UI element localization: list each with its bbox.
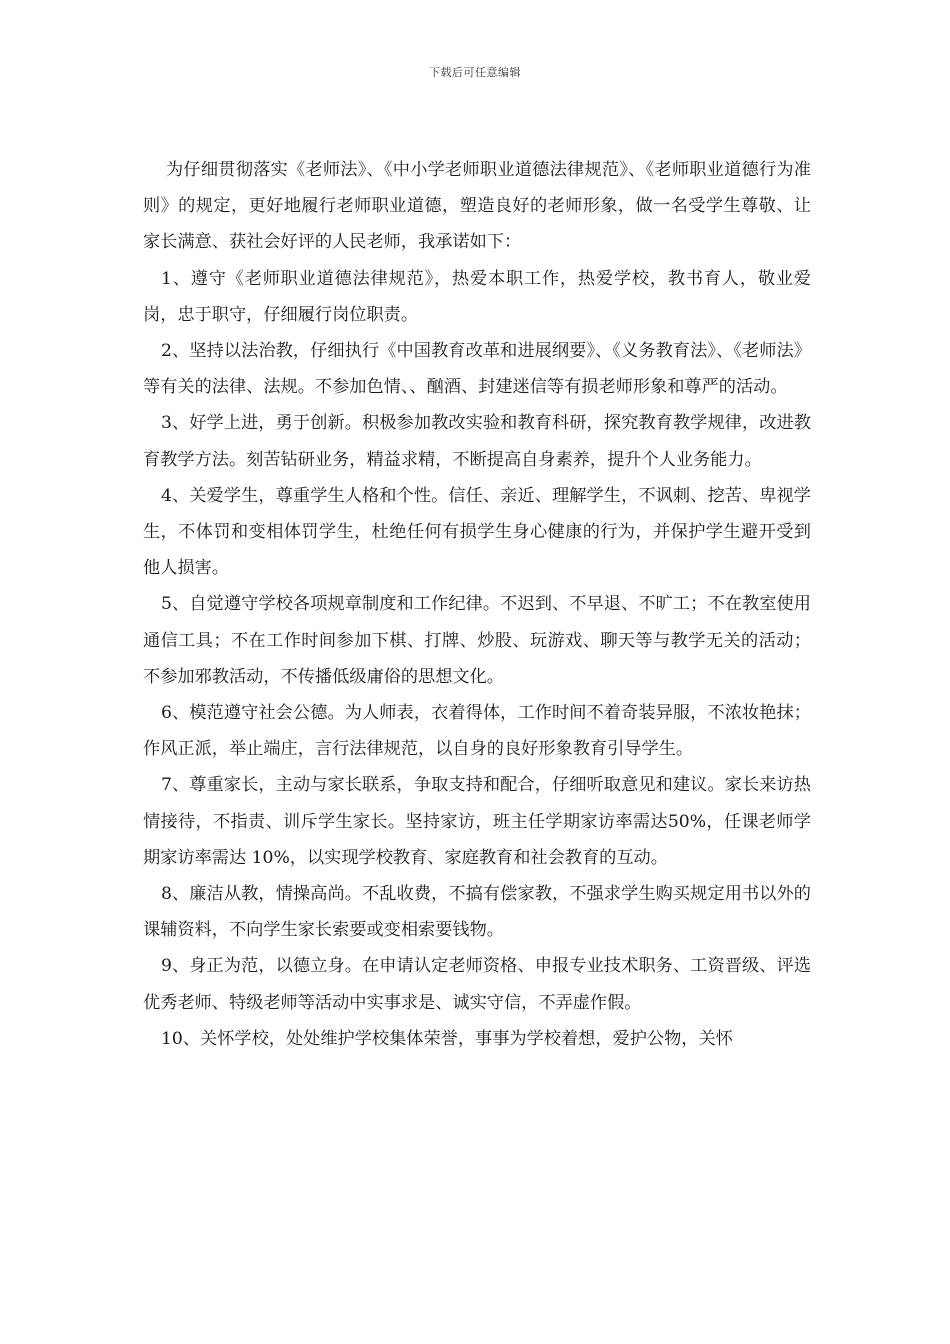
pledge-item-3: 3、好学上进，勇于创新。积极参加教改实验和教育科研，探究教育教学规律，改进教育教学方法。刻苦钻研业务，精益求精，不断提高自身素养，提升个人业务能力。 xyxy=(143,413,811,470)
pledge-item-10: 10、关怀学校，处处维护学校集体荣誉，事事为学校着想，爱护公物，关怀 xyxy=(161,1028,733,1049)
pledge-item-4: 4、关爱学生，尊重学生人格和个性。信任、亲近、理解学生，不讽刺、挖苦、卑视学生，不体罚和变相体罚学生，杜绝任何有损学生身心健康的行为，并保护学生避开受到他人损害。 xyxy=(143,485,811,579)
pledge-item-5: 5、自觉遵守学校各项规章制度和工作纪律。不迟到、不早退、不旷工；不在教室使用通信工具；不在工作时间参加下棋、打牌、炒股、玩游戏、聊天等与教学无关的活动；不参加邪教活动，不传播低级庸俗的思想文化。 xyxy=(143,594,811,687)
pledge-item-6: 6、模范遵守社会公德。为人师表，衣着得体，工作时间不着奇装异服，不浓妆艳抹；作风正派，举止端庄，言行法律规范，以自身的良好形象教育引导学生。 xyxy=(143,703,811,760)
pledge-item-9: 9、身正为范，以德立身。在申请认定老师资格、申报专业技术职务、工资晋级、评选优秀老师、特级老师等活动中实事求是、诚实守信，不弄虚作假。 xyxy=(143,956,811,1013)
page-header: 下载后可任意编辑 xyxy=(429,66,521,79)
pledge-item-2: 2、坚持以法治教，仔细执行《中国教育改革和进展纲要》、《义务教育法》、《老师法》等有关的法律、法规。不参加色情、、酗酒、封建迷信等有损老师形象和尊严的活动。 xyxy=(143,341,811,398)
pledge-item-1: 1、遵守《老师职业道德法律规范》，热爱本职工作，热爱学校，教书育人，敬业爱岗，忠于职守，仔细履行岗位职责。 xyxy=(143,268,811,325)
document-body xyxy=(143,152,811,1057)
pledge-item-7: 7、尊重家长，主动与家长联系，争取支持和配合，仔细听取意见和建议。家长来访热情接待，不指责、训斥学生家长。坚持家访，班主任学期家访率需达50%，任课老师学期家访率需达 10%，以实现学校教育、家庭教育和社会教育的互动。 xyxy=(143,775,811,868)
pledge-item-8: 8、廉洁从教，情操高尚。不乱收费，不搞有偿家教，不强求学生购买规定用书以外的课辅资料，不向学生家长索要或变相索要钱物。 xyxy=(143,884,811,941)
intro-paragraph: 为仔细贯彻落实《老师法》、《中小学老师职业道德法律规范》、《老师职业道德行为准则》的规定，更好地履行老师职业道德，塑造良好的老师形象，做一名受学生尊敬、让家长满意、获社会好评的人民老师，我承诺如下： xyxy=(143,160,811,253)
